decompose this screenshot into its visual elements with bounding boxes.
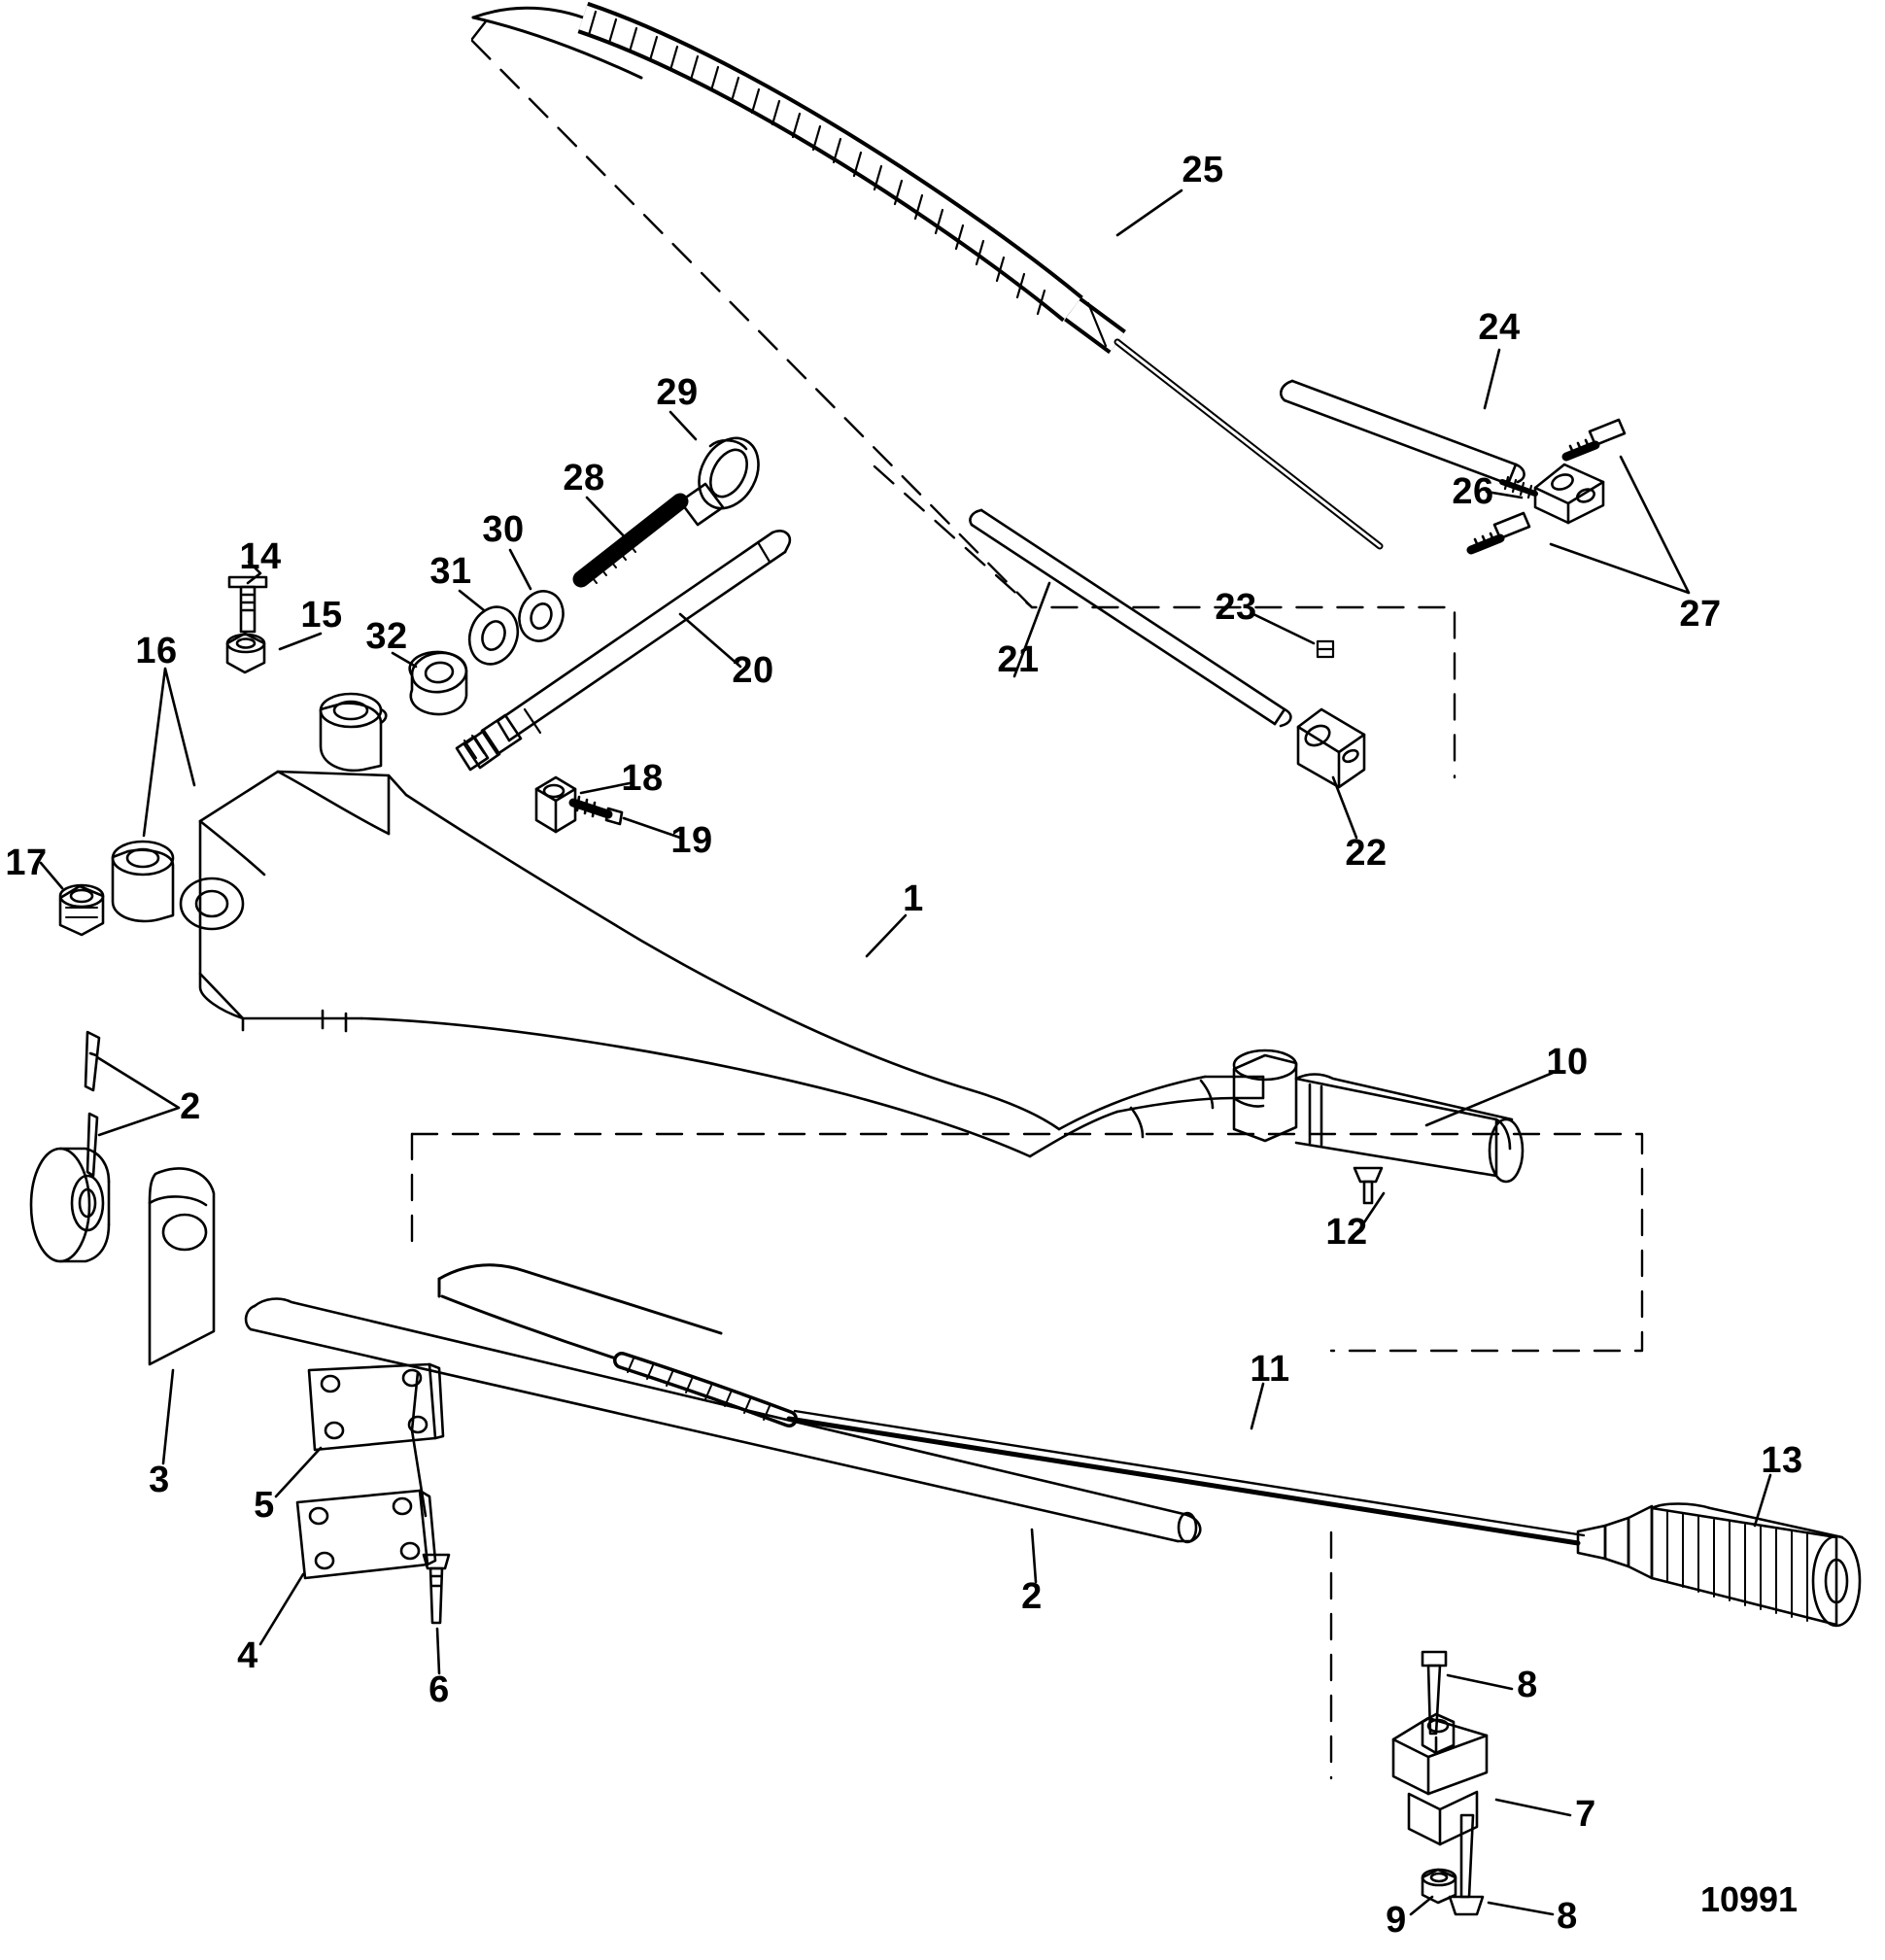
callout-12: 12 xyxy=(1325,1212,1368,1253)
callout-5: 5 xyxy=(254,1485,275,1526)
callout-7: 7 xyxy=(1575,1794,1596,1835)
callout-8: 8 xyxy=(1557,1896,1578,1937)
callout-25: 25 xyxy=(1182,150,1224,190)
part-16-bushing xyxy=(321,694,386,771)
callout-20: 20 xyxy=(732,650,774,691)
part-31-washer xyxy=(462,601,526,671)
part-connector-block-upper xyxy=(1535,464,1603,523)
part-3-plate xyxy=(150,1168,214,1364)
callout-27: 27 xyxy=(1679,594,1722,635)
callout-1: 1 xyxy=(903,878,924,919)
part-1-tiller-body xyxy=(181,772,1263,1156)
leader-lines xyxy=(41,190,1770,1914)
callout-28: 28 xyxy=(563,458,605,499)
part-6-screw xyxy=(424,1555,449,1623)
callout-2: 2 xyxy=(1021,1576,1043,1617)
callout-6: 6 xyxy=(428,1669,450,1710)
callout-29: 29 xyxy=(656,372,699,413)
part-9-nut xyxy=(1422,1870,1456,1903)
callout-26: 26 xyxy=(1452,471,1494,512)
callout-2: 2 xyxy=(180,1086,201,1127)
callout-17: 17 xyxy=(5,842,48,883)
callout-3: 3 xyxy=(149,1460,170,1500)
callout-31: 31 xyxy=(429,551,472,592)
part-28-bolt xyxy=(581,484,723,583)
drawing-number: 10991 xyxy=(1699,1879,1799,1919)
part-30-washer xyxy=(512,585,569,647)
callout-32: 32 xyxy=(365,616,408,657)
callout-9: 9 xyxy=(1386,1900,1407,1941)
part-2-tube xyxy=(246,1299,1200,1542)
part-14-bolt xyxy=(229,577,266,632)
callout-13: 13 xyxy=(1761,1440,1803,1481)
callout-23: 23 xyxy=(1215,587,1257,628)
callout-14: 14 xyxy=(239,536,282,577)
callout-11: 11 xyxy=(1250,1349,1290,1390)
callout-22: 22 xyxy=(1345,833,1388,874)
part-bushing-left xyxy=(113,842,173,921)
group-outline-lower xyxy=(412,1134,1642,1351)
callout-8: 8 xyxy=(1517,1665,1538,1705)
part-5-plate xyxy=(309,1364,443,1450)
part-11-cable xyxy=(439,1265,1584,1543)
callout-30: 30 xyxy=(482,509,525,550)
part-2-pin-lower xyxy=(87,1114,97,1176)
part-19-screw xyxy=(573,797,622,824)
part-4-plate xyxy=(297,1491,435,1578)
part-23-pin xyxy=(1318,641,1333,657)
callout-24: 24 xyxy=(1478,307,1521,348)
callout-18: 18 xyxy=(621,758,664,799)
callout-16: 16 xyxy=(135,631,178,671)
part-10-grip xyxy=(1234,1050,1523,1182)
part-17-nut xyxy=(60,885,103,935)
part-13-grip xyxy=(1578,1504,1860,1627)
callout-15: 15 xyxy=(300,595,343,636)
part-29-seal xyxy=(687,428,770,518)
part-3-cam-washer xyxy=(31,1149,109,1261)
part-22-coupler xyxy=(1298,709,1364,787)
part-27-screws xyxy=(1471,420,1625,550)
part-12-screw xyxy=(1354,1168,1382,1203)
part-25-cable xyxy=(473,8,1380,550)
callout-21: 21 xyxy=(997,639,1040,680)
callout-19: 19 xyxy=(670,820,713,861)
part-2-pin-upper xyxy=(86,1032,99,1090)
callout-10: 10 xyxy=(1546,1042,1589,1083)
part-8-bolt-lower xyxy=(1450,1815,1483,1914)
part-15-nut xyxy=(227,634,264,672)
callout-4: 4 xyxy=(237,1635,258,1676)
part-32-bushing xyxy=(409,649,468,714)
